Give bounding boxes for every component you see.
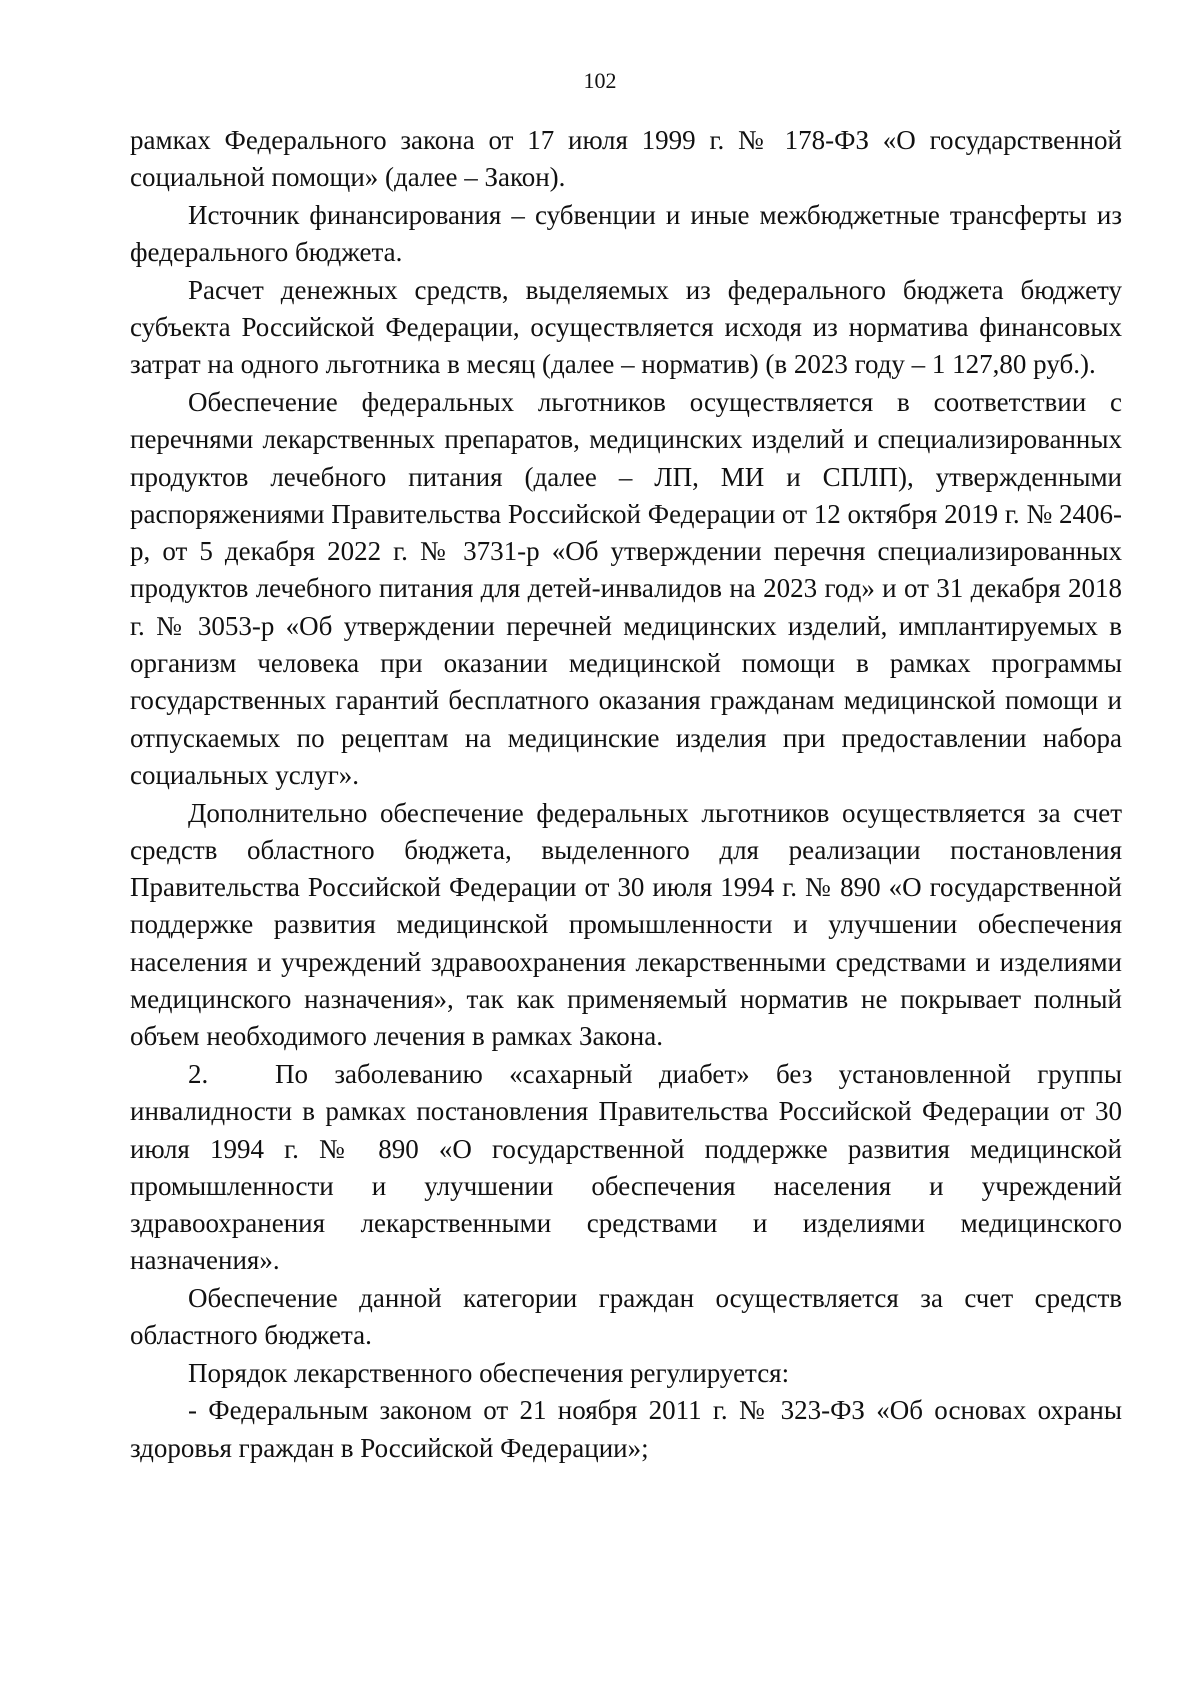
paragraph-funding-source: Источник финансирования – субвенции и иные межбюджетные трансферты из федерального бюджета. <box>130 199 1122 268</box>
document-body <box>130 122 1122 1467</box>
paragraph-regulation-item: - Федеральным законом от 21 ноября 2011 г. № 323-ФЗ «Об основах охраны здоровья граждан в Российской Федерации»; <box>130 1395 1122 1463</box>
paragraph-diabetes-text: По заболеванию «сахарный диабет» без установленной группы инвалидности в рамках постановления Правительства Российской Федерации от 30 июля 1994 г. № 890 «О государственной поддержке развития медицинской промышленности и улучшении обеспечения населения и учреждений здравоохранения лекарственными средствами и изделиями медицинского назначения». <box>130 1058 1122 1276</box>
paragraph-additional-provision: Дополнительно обеспечение федеральных льготников осуществляется за счет средств областного бюджета, выделенного для реализации постановления Правительства Российской Федерации от 30 июля 1994 г. № 890 «О государственной поддержке развития медицинской промышленности и улучшении обеспечения населения и учреждений здравоохранения лекарственными средствами и изделиями медицинского назначения», так как применяемый норматив не покрывает полный объем необходимого лечения в рамках Закона. <box>130 797 1122 1052</box>
paragraph-regional-budget: Обеспечение данной категории граждан осуществляется за счет средств областного бюджета. <box>130 1282 1122 1351</box>
paragraph-federal-beneficiaries: Обеспечение федеральных льготников осуществляется в соответствии с перечнями лекарственных препаратов, медицинских изделий и специализированных продуктов лечебного питания (далее – ЛП, МИ и СПЛП), утвержденными распоряжениями Правительства Российской Федерации от 12 октября 2019 г. № 2406-р, от 5 декабря 2022 г. № 3731-р «Об утверждении перечня специализированных продуктов лечебного питания для детей-инвалидов на 2023 год» и от 31 декабря 2018 г. № 3053-р «Об утверждении перечней медицинских изделий, имплантируемых в организм человека при оказании медицинской помощи в рамках программы государственных гарантий бесплатного оказания гражданам медицинской помощи и отпускаемых по рецептам на медицинские изделия при предоставлении набора социальных услуг». <box>130 386 1122 790</box>
page-number: 102 <box>583 68 617 93</box>
paragraph-law-reference: рамках Федерального закона от 17 июля 1999 г. № 178-ФЗ «О государственной социальной помощи» (далее – Закон). <box>130 125 1122 193</box>
paragraph-calculation: Расчет денежных средств, выделяемых из федерального бюджета бюджету субъекта Российской Федерации, осуществляется исходя из норматива финансовых затрат на одного льготника в месяц (далее – норматив) (в 2023 году – 1 127,80 руб.). <box>130 274 1122 380</box>
paragraph-diabetes <box>130 1056 1122 1280</box>
paragraph-number: 2. <box>188 1058 209 1089</box>
paragraph-regulation-intro: Порядок лекарственного обеспечения регулируется: <box>188 1357 790 1388</box>
